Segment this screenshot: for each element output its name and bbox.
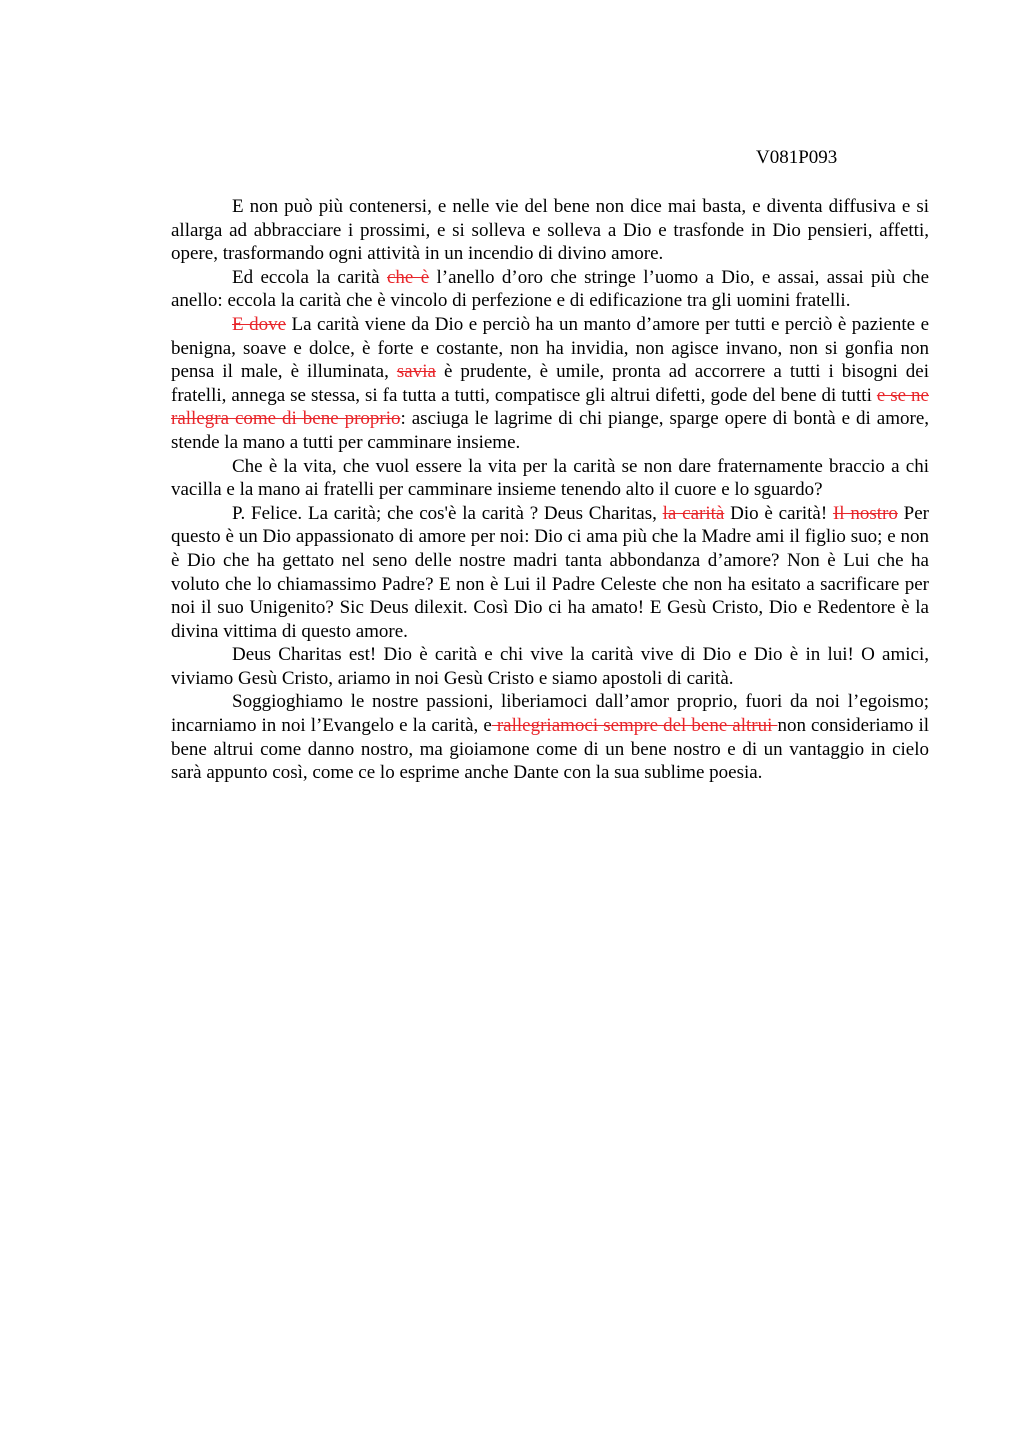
deleted-text: savia: [396, 361, 436, 383]
deleted-text: che è: [386, 266, 430, 288]
paragraph: [171, 690, 929, 784]
paragraph: [171, 643, 929, 690]
deleted-text: E dove: [232, 313, 287, 335]
deleted-text: Il nostro: [832, 502, 898, 524]
text-segment: Per questo è un Dio appassionato di amore per noi: Dio ci ama più che la Madre ami il figlio suo; e non è Dio che ha gettato nel seno delle nostre madri tanta abbondanza d’amore? Non è Lui che ha voluto che lo chiamassimo Padre? E non è Lui il Padre Celeste che non ha esitato a sacrificare per noi il suo Unigenito? Sic Deus dilexit. Così Dio ci ha amato! E Gesù Cristo, Dio e Redentore è la divina vittima di questo amore.: [171, 502, 929, 642]
text-segment: Soggioghiamo le nostre passioni, liberiamoci dall’amor proprio, fuori da noi l’egoismo; incarniamo in noi l’Evangelo e la carità, e: [171, 691, 929, 737]
paragraph: [171, 455, 929, 502]
text-segment: : asciuga le lagrime di chi piange, sparge opere di bontà e di amore, stende la mano a tutti per camminare insieme.: [171, 408, 930, 453]
page-reference: V081P093: [756, 147, 838, 168]
text-segment: è prudente, è umile, pronta ad accorrere a tutti i bisogni dei fratelli, annega se stessa, si fa tutta a tutti, compatisce gli altrui difetti, gode del bene di tutti: [171, 361, 930, 406]
paragraph: [171, 502, 929, 644]
text-segment: Deus Charitas est! Dio è carità e chi vive la carità vive di Dio e Dio è in lui! O amici, viviamo Gesù Cristo, ariamo in noi Gesù Cristo e siamo apostoli di carità.: [171, 644, 929, 689]
paragraph: [171, 266, 929, 313]
text-segment: Ed eccola la carità: [232, 266, 387, 288]
deleted-text: e se ne rallegra come di bene proprio: [171, 384, 929, 430]
text-segment: Dio è carità!: [724, 502, 833, 524]
paragraph: [171, 313, 929, 455]
text-segment: E non può più contenersi, e nelle vie del bene non dice mai basta, e diventa diffusiva e si allarga ad abbracciare i prossimi, e si solleva e solleva a Dio e trasfonde in Dio pensieri, affetti, opere, trasformando ogni attività in un incendio di divino amore.: [171, 196, 929, 265]
paragraph: [171, 195, 929, 266]
deleted-text: la carità: [662, 502, 725, 524]
document-body: [171, 195, 929, 785]
text-segment: non consideriamo il bene altrui come danno nostro, ma gioiamone come di un bene nostro e di un vantaggio in cielo sarà appunto così, come ce lo esprime anche Dante con la sua sublime poesia.: [171, 715, 929, 784]
text-segment: Che è la vita, che vuol essere la vita per la carità se non dare fraternamente braccio a chi vacilla e la mano ai fratelli per camminare insieme tenendo alto il cuore e lo sguardo?: [171, 455, 929, 501]
text-segment: l’anello d’oro che stringe l’uomo a Dio, e assai, assai più che anello: eccola la carità che è vincolo di perfezione e di edificazione tra gli uomini fratelli.: [171, 266, 929, 312]
text-segment: La carità viene da Dio e perciò ha un manto d’amore per tutti e perciò è paziente e benigna, soave e dolce, è forte e costante, non ha invidia, non agisce invano, non si gonfia non pensa il male, è illuminata,: [171, 313, 929, 383]
text-segment: P. Felice. La carità; che cos'è la carità ? Deus Charitas,: [232, 502, 663, 524]
deleted-text: rallegriamoci sempre del bene altrui: [491, 715, 778, 737]
